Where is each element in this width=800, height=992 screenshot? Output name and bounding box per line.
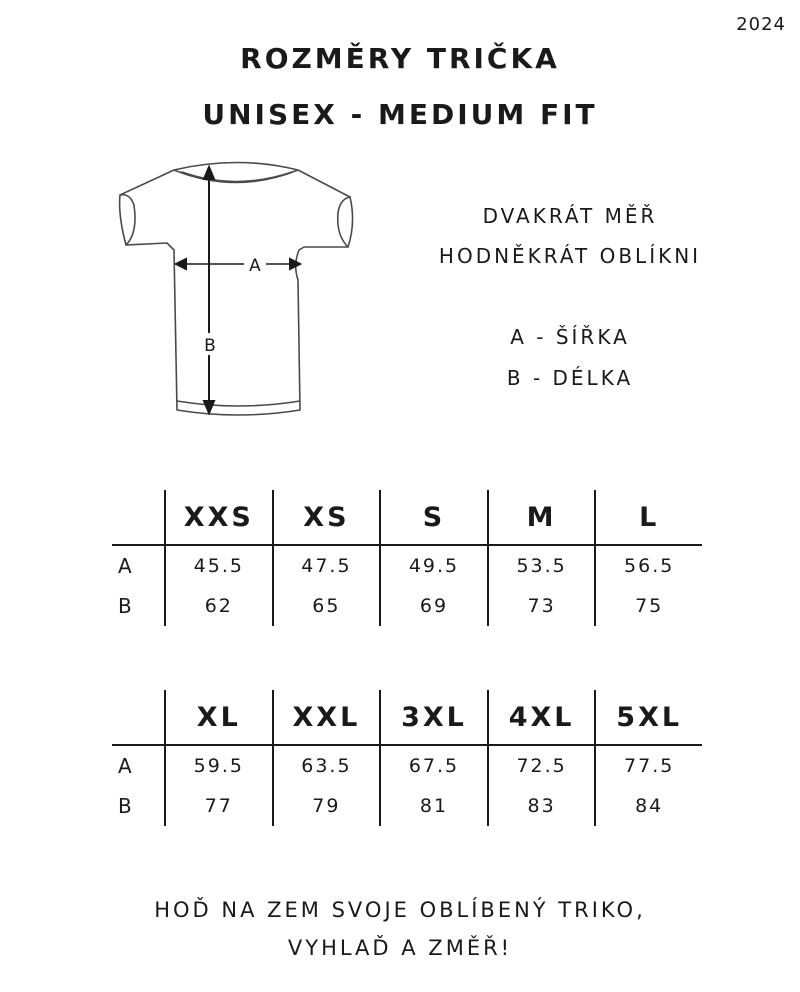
table-cell: 59.5 (164, 746, 272, 786)
footer-line-2: VYHLAĎ A ZMĚŘ! (287, 936, 513, 960)
table-cell: 67.5 (379, 746, 487, 786)
legend-a: A - ŠÍŘKA (510, 325, 630, 349)
size-header: 4XL (487, 690, 595, 746)
row-label: B (118, 594, 134, 618)
table-cell: 49.5 (379, 546, 487, 586)
page-subtitle: UNISEX - MEDIUM FIT (202, 98, 598, 131)
table-cell: 65 (272, 586, 380, 626)
size-header: XXS (164, 490, 272, 546)
table-cell: 84 (594, 786, 702, 826)
size-table-1 (112, 490, 702, 626)
table-cell: 53.5 (487, 546, 595, 586)
row-label: A (118, 754, 134, 778)
table-corner (112, 490, 164, 546)
size-table-2 (112, 690, 702, 826)
table-cell: 81 (379, 786, 487, 826)
footer-line-1: HOĎ NA ZEM SVOJE OBLÍBENÝ TRIKO, (154, 898, 646, 922)
size-header: 5XL (594, 690, 702, 746)
table-cell: 63.5 (272, 746, 380, 786)
table-cell: 79 (272, 786, 380, 826)
instruction-line-2: HODNĚKRÁT OBLÍKNI (438, 244, 702, 268)
diagram-label-a: A (249, 256, 261, 276)
table-cell: 83 (487, 786, 595, 826)
size-header: M (487, 490, 595, 546)
size-header: 3XL (379, 690, 487, 746)
size-header: XS (272, 490, 380, 546)
table-cell: 47.5 (272, 546, 380, 586)
table-cell: 77 (164, 786, 272, 826)
row-label: B (118, 794, 134, 818)
table-cell: 73 (487, 586, 595, 626)
instruction-line-1: DVAKRÁT MĚŘ (482, 204, 658, 228)
tshirt-diagram (112, 155, 362, 430)
year-label: 2024 (736, 14, 786, 35)
diagram-label-b: B (204, 336, 216, 356)
table-cell: 62 (164, 586, 272, 626)
table-cell: 56.5 (594, 546, 702, 586)
table-cell: 77.5 (594, 746, 702, 786)
table-corner (112, 690, 164, 746)
row-label: A (118, 554, 134, 578)
table-cell: 75 (594, 586, 702, 626)
size-header: XXL (272, 690, 380, 746)
size-header: L (594, 490, 702, 546)
page-title: ROZMĚRY TRIČKA (240, 42, 560, 75)
legend-b: B - DÉLKA (506, 366, 634, 390)
table-cell: 69 (379, 586, 487, 626)
table-cell: 72.5 (487, 746, 595, 786)
table-cell: 45.5 (164, 546, 272, 586)
size-header: XL (164, 690, 272, 746)
size-header: S (379, 490, 487, 546)
